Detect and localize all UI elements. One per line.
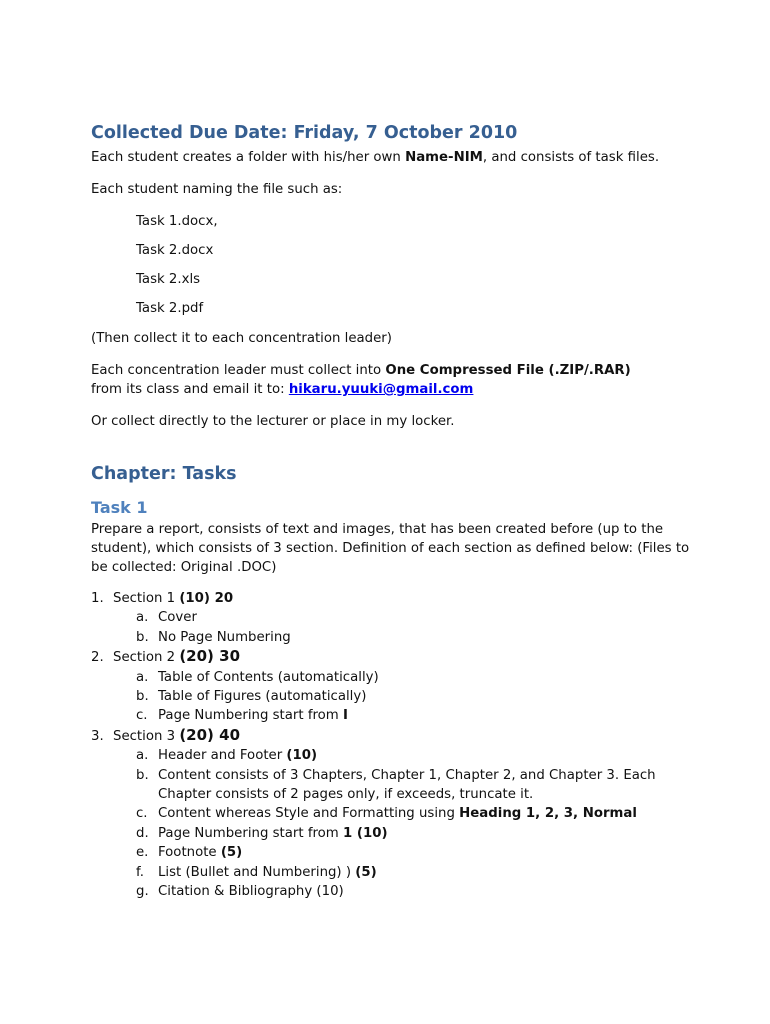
sub-item [136,863,691,882]
leader-instruction-mid: from its class and email it to: [91,382,289,397]
sub-text: Table of Figures (automatically) [158,689,367,705]
section-number: 2. [91,650,104,666]
sub-item [136,668,691,687]
task-intro: Prepare a report, consists of text and images, that has been created before (up to the student), which consists of 3 section. Definition of each section as defined below: (Files to be collected: Original .DOC) [91,522,690,575]
sub-letter: a. [136,669,149,685]
sub-text: Content whereas Style and Formatting using Heading 1, 2, 3, Normal [158,806,637,822]
sub-item [136,706,691,725]
sub-item [136,608,691,627]
section-score: (20) 30 [179,647,241,666]
file-name-item: Task 2.docx [136,243,214,258]
sub-text: List (Bullet and Numbering) ) (5) [158,864,377,880]
sub-item [136,687,691,706]
sub-letter: f. [136,864,144,880]
section-label: Section 2 [113,650,180,666]
sub-item [136,628,691,647]
task-heading: Task 1 [91,498,148,517]
naming-intro: Each student naming the file such as: [91,182,343,197]
sub-letter: c. [136,708,148,724]
sub-letter: b. [136,767,149,783]
section-score: (10) 20 [179,591,234,606]
section-item [91,589,691,647]
section-number: 1. [91,591,104,606]
section-list [91,589,691,902]
file-name-item: Task 1.docx, [136,214,218,229]
section-label: Section 3 [113,728,180,744]
sub-letter: g. [136,884,149,900]
sub-text: Page Numbering start from I [158,708,348,724]
folder-instruction [91,148,691,167]
sub-letter: d. [136,825,149,841]
sub-item [136,804,691,823]
email-link[interactable]: hikaru.yuuki@gmail.com [288,382,474,397]
sub-list [91,608,691,647]
sub-letter: c. [136,806,148,822]
section-score: (20) 40 [179,725,241,744]
section-item [91,647,691,726]
sub-letter: a. [136,610,149,626]
leader-instruction-text: Each concentration leader must collect into [91,363,386,378]
then-collect-note: (Then collect it to each concentration leader) [91,331,392,346]
sub-letter: e. [136,845,149,861]
compressed-file-bold: One Compressed File (.ZIP/.RAR) [385,363,631,378]
sub-text: Table of Contents (automatically) [158,669,379,685]
section-label: Section 1 [113,591,180,606]
file-name-item: Task 2.xls [136,272,201,287]
sub-item [136,766,691,805]
folder-instruction-text: Each student creates a folder with his/her own [91,150,406,165]
due-date-heading: Collected Due Date: Friday, 7 October 2010 [91,123,518,143]
sub-text: Citation & Bibliography (10) [158,884,344,900]
or-collect-note: Or collect directly to the lecturer or place in my locker. [91,414,455,429]
sub-item [136,843,691,862]
sub-item [136,824,691,843]
sub-text: Header and Footer (10) [158,748,318,764]
sub-text: Page Numbering start from 1 (10) [158,825,388,841]
sub-letter: b. [136,689,149,705]
leader-instruction [91,361,691,399]
document-page [91,120,691,902]
sub-text: No Page Numbering [158,629,291,645]
sub-item [136,882,691,901]
section-item [91,726,691,902]
sub-list [91,746,691,901]
sub-text: Cover [158,610,197,626]
sub-item [136,746,691,765]
file-name-item: Task 2.pdf [136,301,204,316]
chapter-heading: Chapter: Tasks [91,464,237,484]
sub-text: Footnote (5) [158,845,243,861]
sub-letter: b. [136,629,149,645]
sub-list [91,668,691,726]
section-number: 3. [91,728,104,744]
sub-letter: a. [136,748,149,764]
sub-text: Content consists of 3 Chapters, Chapter 1, Chapter 2, and Chapter 3. Each Chapter consists of 2 pages only, if exceeds, truncate it. [158,767,656,803]
folder-instruction-tail: , and consists of task files. [482,150,660,165]
name-nim-bold: Name-NIM [405,150,483,165]
